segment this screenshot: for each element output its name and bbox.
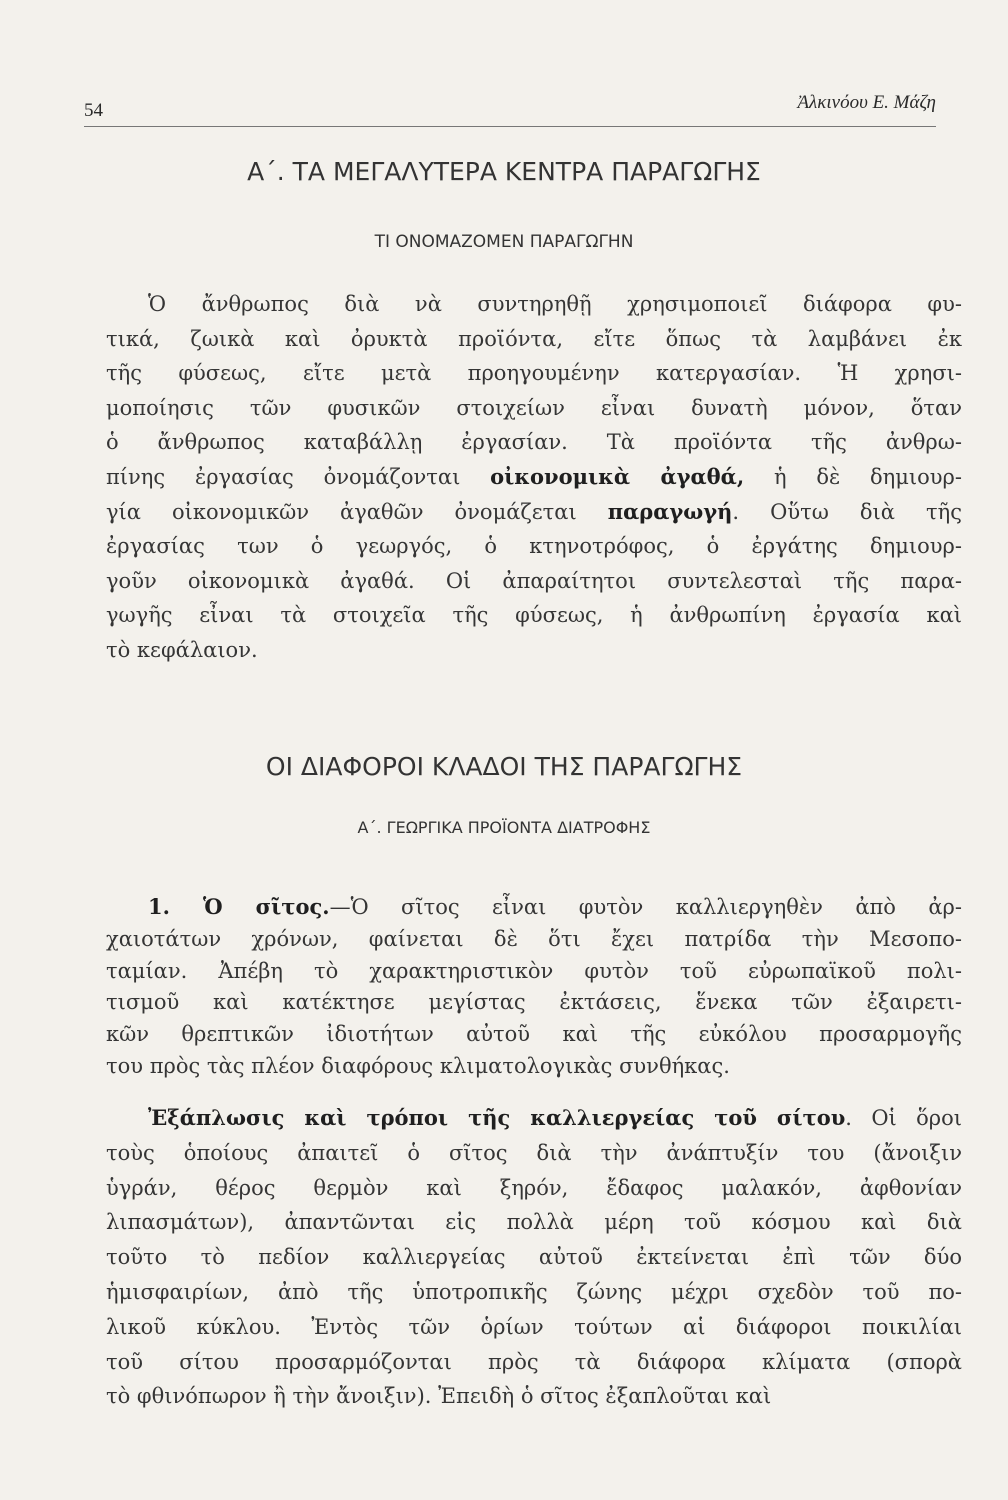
bold-term: Ἐξάπλωσις καὶ τρόποι τῆς καλλιεργείας τοῦ σίτου (148, 1105, 846, 1130)
text-line-content: ἡ δὲ δημιουρ- (744, 465, 962, 489)
text-line-content: χαιοτάτων χρόνων, φαίνεται δὲ ὅτι ἔχει πατρίδα τὴν Μεσοπο- (106, 926, 962, 951)
text-line-content: γωγῆς εἶναι τὰ στοιχεῖα τῆς φύσεως, ἡ ἀνθρωπίνη ἐργασία καὶ (106, 603, 962, 628)
text-line (106, 498, 962, 526)
text-line-content: λιπασμάτων), ἀπαντῶνται εἰς πολλὰ μέρη τοῦ κόσμου καὶ διὰ (106, 1210, 962, 1235)
text-line-content: πίνης ἐργασίας ὀνομάζονται (106, 465, 491, 489)
text-line (106, 1174, 962, 1202)
text-line (106, 325, 962, 353)
text-line-content: τοὺς ὁποίους ἀπαιτεῖ ὁ σῖτος διὰ τὴν ἀνάπτυξίν του (ἄνοιξιν (106, 1140, 962, 1165)
text-line (106, 428, 962, 456)
bold-term: 1. Ὁ σῖτος. (148, 894, 330, 919)
text-line (148, 290, 962, 318)
text-line-content: ὁ ἄνθρωπος καταβάλλῃ ἐργασίαν. Τὰ προϊόντα τῆς ἀνθρω- (106, 430, 962, 455)
section-heading: ΟΙ ΔΙΑΦΟΡΟΙ ΚΛΑΔΟΙ ΤΗΣ ΠΑΡΑΓΩΓΗΣ (265, 752, 743, 781)
text-line (148, 893, 962, 921)
text-line-content: —Ὁ σῖτος εἶναι φυτὸν καλλιεργηθὲν ἀπὸ ἀρ- (329, 895, 962, 919)
subheading-production: ΤΙ ΟΝΟΜΑΖΟΜΕΝ ΠΑΡΑΓΩΓΗΝ (374, 232, 634, 252)
bold-term: παραγωγή (607, 498, 733, 524)
text-line (106, 1278, 962, 1306)
text-line (106, 1020, 962, 1048)
text-line-content: τῆς φύσεως, εἴτε μετὰ προηγουμένην κατεργασίαν. Ἡ χρησι- (106, 361, 962, 386)
text-line (106, 636, 962, 664)
text-line-content: γοῦν οἰκονομικὰ ἀγαθά. Οἱ ἀπαραίτητοι συντελεσταὶ τῆς παρα- (106, 568, 962, 593)
main-heading: Α΄. ΤΑ ΜΕΓΑΛΥΤΕΡΑ ΚΕΝΤΡΑ ΠΑΡΑΓΩΓΗΣ (247, 157, 761, 186)
page-number: 54 (84, 100, 103, 121)
text-line-content: . Οἱ ὅροι (845, 1106, 962, 1130)
text-line-content: του πρὸς τὰς πλέον διαφόρους κλιματολογικὰς συνθήκας. (106, 1054, 730, 1078)
text-line (106, 1208, 962, 1236)
text-line-content: μοποίησις τῶν φυσικῶν στοιχείων εἶναι δυνατὴ μόνον, ὅταν (106, 395, 962, 420)
text-line-content: ἡμισφαιρίων, ἀπὸ τῆς ὑποτροπικῆς ζώνης μέχρι σχεδὸν τοῦ πο- (106, 1280, 962, 1304)
text-line-content: τὸ κεφάλαιον. (106, 638, 258, 662)
text-line (106, 567, 962, 595)
text-line (106, 1052, 962, 1080)
text-line-content: λικοῦ κύκλου. Ἐντὸς τῶν ὁρίων τούτων αἱ διάφοροι ποικιλίαι (106, 1314, 962, 1339)
text-line-content: τοῦ σίτου προσαρμόζονται πρὸς τὰ διάφορα κλίματα (σπορὰ (106, 1349, 962, 1374)
bold-term: οἰκονομικὰ ἀγαθά, (490, 464, 745, 489)
text-line-content: τικά, ζωικὰ καὶ ὀρυκτὰ προϊόντα, εἴτε ὅπως τὰ λαμβάνει ἐκ (106, 326, 962, 351)
text-line (106, 463, 962, 491)
text-line (106, 988, 962, 1016)
text-line (148, 1104, 962, 1132)
text-line-content: ταμίαν. Ἀπέβη τὸ χαρακτηριστικὸν φυτὸν τοῦ εὐρωπαϊκοῦ πολι- (106, 958, 962, 983)
text-line (106, 1348, 962, 1376)
text-line (106, 532, 962, 560)
text-line (106, 1313, 962, 1341)
text-line (106, 957, 962, 985)
text-line-content: τὸ φθινόπωρον ἢ τὴν ἄνοιξιν). Ἐπειδὴ ὁ σῖτος ἐξαπλοῦται καὶ (106, 1384, 772, 1409)
subheading-agricultural: Α΄. ΓΕΩΡΓΙΚΑ ΠΡΟΪΟΝΤΑ ΔΙΑΤΡΟΦΗΣ (357, 818, 651, 837)
text-line (106, 1382, 962, 1410)
text-line-content: γία οἰκονομικῶν ἀγαθῶν ὀνομάζεται (106, 499, 608, 524)
text-line-content: ὑγράν, θέρος θερμὸν καὶ ξηρόν, ἔδαφος μαλακόν, ἀφθονίαν (106, 1175, 962, 1200)
text-line-content: κῶν θρεπτικῶν ἰδιοτήτων αὐτοῦ καὶ τῆς εὐκόλου προσαρμογῆς (106, 1022, 962, 1047)
header-rule (84, 126, 936, 127)
text-line-content: . Οὕτω διὰ τῆς (732, 499, 962, 524)
text-line (106, 601, 962, 629)
text-line (106, 359, 962, 387)
text-line (106, 925, 962, 953)
text-line-content: ἐργασίας των ὁ γεωργός, ὁ κτηνοτρόφος, ὁ ἐργάτης δημιουρ- (106, 534, 962, 559)
text-line-content: Ὁ ἄνθρωπος διὰ νὰ συντηρηθῇ χρησιμοποιεῖ διάφορα φυ- (148, 292, 962, 316)
text-line-content: τισμοῦ καὶ κατέκτησε μεγίστας ἐκτάσεις, ἕνεκα τῶν ἐξαιρετι- (106, 990, 962, 1015)
text-line (106, 394, 962, 422)
text-line (106, 1139, 962, 1167)
text-line-content: τοῦτο τὸ πεδίον καλλιεργείας αὐτοῦ ἐκτείνεται ἐπὶ τῶν δύο (106, 1245, 962, 1270)
running-head: Ἀλκινόου Ε. Μάζη (797, 92, 936, 113)
text-line (106, 1243, 962, 1271)
